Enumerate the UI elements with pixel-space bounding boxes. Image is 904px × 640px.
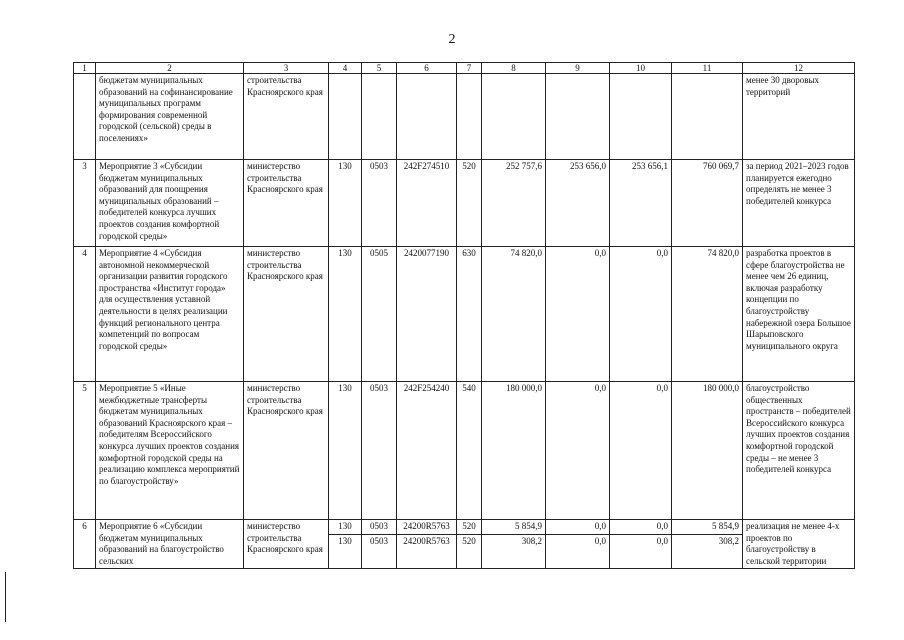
- cell-amount-year1: 180 000,0: [482, 382, 546, 520]
- cell-amount-total: 74 820,0: [672, 247, 743, 382]
- table-row: [74, 520, 855, 535]
- cell-amount-year3: 0,0: [610, 534, 672, 569]
- cell-section: 0505: [362, 247, 397, 382]
- cell-amount-year1: 74 820,0: [482, 247, 546, 382]
- cell-amount-year2: 253 656,0: [546, 160, 610, 247]
- responsible-ministry: министерство строительства Красноярского края: [244, 247, 329, 382]
- table-header-row: [74, 63, 855, 74]
- cell-amount-year3: 253 656,1: [610, 160, 672, 247]
- cell-target-article: [397, 74, 457, 160]
- responsible-ministry: министерство строительства Красноярского края: [244, 160, 329, 247]
- cell-amount-year2: [546, 74, 610, 160]
- column-number: 5: [362, 63, 397, 74]
- expected-result: благоустройство общественных пространств – победителей Всероссийского конкурса лучших проектов создания комфортной городской среды – не менее 3 победителей конкурса: [743, 382, 855, 520]
- expected-result: разработка проектов в сфере благоустройства не менее чем 26 единиц, включая разработку концепции по благоустройству набережной озера Большое Шарыповского муниципального округа: [743, 247, 855, 382]
- cell-amount-year1: 252 757,6: [482, 160, 546, 247]
- table-row: [74, 382, 855, 520]
- cell-expense-type: 540: [457, 382, 482, 520]
- cell-expense-type: [457, 74, 482, 160]
- measure-name: Мероприятие 4 «Субсидия автономной некоммерческой организации развития городского пространства «Институт города» для осуществления уставной деятельности в целях реализации функций регионального центра компетенций по вопросам городской среды»: [96, 247, 244, 382]
- table-row: [74, 160, 855, 247]
- cell-grbs: 130: [329, 247, 362, 382]
- column-number: 12: [743, 63, 855, 74]
- cell-grbs: 130: [329, 520, 362, 535]
- cell-grbs: 130: [329, 382, 362, 520]
- responsible-ministry: строительства Красноярского края: [244, 74, 329, 160]
- cell-amount-total: [672, 74, 743, 160]
- row-number: 4: [74, 247, 96, 382]
- measure-name: Мероприятие 6 «Субсидии бюджетам муниципальных образований на благоустройство сельских: [96, 520, 244, 569]
- cell-amount-year1: 308,2: [482, 534, 546, 569]
- cell-amount-year2: 0,0: [546, 247, 610, 382]
- cell-expense-type: 630: [457, 247, 482, 382]
- row-number: 3: [74, 160, 96, 247]
- cell-amount-year2: 0,0: [546, 382, 610, 520]
- cell-amount-year3: 0,0: [610, 382, 672, 520]
- column-number: 3: [244, 63, 329, 74]
- cell-expense-type: 520: [457, 520, 482, 535]
- margin-scan-line: [5, 572, 6, 622]
- cell-amount-year3: 0,0: [610, 520, 672, 535]
- cell-amount-total: 760 069,7: [672, 160, 743, 247]
- cell-amount-year3: [610, 74, 672, 160]
- cell-target-article: 24200R5763: [397, 534, 457, 569]
- measure-name: Мероприятие 3 «Субсидии бюджетам муниципальных образований для поощрения муниципальных образований – победителей конкурса лучших проектов создания комфортной городской среды»: [96, 160, 244, 247]
- cell-section: [362, 74, 397, 160]
- column-number: 2: [96, 63, 244, 74]
- expected-result: менее 30 дворовых территорий: [743, 74, 855, 160]
- page-number: 2: [448, 32, 456, 47]
- table-row: [74, 247, 855, 382]
- column-number: 11: [672, 63, 743, 74]
- row-number: 6: [74, 520, 96, 569]
- cell-target-article: 2420077190: [397, 247, 457, 382]
- cell-amount-total: 308,2: [672, 534, 743, 569]
- cell-section: 0503: [362, 520, 397, 535]
- cell-amount-year1: [482, 74, 546, 160]
- column-number: 8: [482, 63, 546, 74]
- cell-amount-year3: 0,0: [610, 247, 672, 382]
- cell-expense-type: 520: [457, 534, 482, 569]
- measure-name: Мероприятие 5 «Иные межбюджетные трансферты бюджетам муниципальных образований Красноярского края – победителям Всероссийского конкурса лучших проектов создания комфортной городской среды на реализацию комплекса мероприятий по благоустройству»: [96, 382, 244, 520]
- column-number: 9: [546, 63, 610, 74]
- cell-target-article: 242F254240: [397, 382, 457, 520]
- expected-result: за период 2021–2023 годов планируется ежегодно определять не менее 3 победителей конкурса: [743, 160, 855, 247]
- cell-amount-year2: 0,0: [546, 534, 610, 569]
- responsible-ministry: министерство строительства Красноярского края: [244, 520, 329, 569]
- cell-grbs: 130: [329, 534, 362, 569]
- cell-grbs: 130: [329, 160, 362, 247]
- row-number: [74, 74, 96, 160]
- cell-expense-type: 520: [457, 160, 482, 247]
- measures-table: [73, 62, 855, 569]
- row-number: 5: [74, 382, 96, 520]
- column-number: 4: [329, 63, 362, 74]
- column-number: 6: [397, 63, 457, 74]
- cell-section: 0503: [362, 534, 397, 569]
- cell-amount-year2: 0,0: [546, 520, 610, 535]
- cell-target-article: 24200R5763: [397, 520, 457, 535]
- responsible-ministry: министерство строительства Красноярского края: [244, 382, 329, 520]
- cell-amount-total: 5 854,9: [672, 520, 743, 535]
- column-number: 7: [457, 63, 482, 74]
- cell-grbs: [329, 74, 362, 160]
- column-number: 1: [74, 63, 96, 74]
- cell-amount-total: 180 000,0: [672, 382, 743, 520]
- cell-amount-year1: 5 854,9: [482, 520, 546, 535]
- cell-section: 0503: [362, 382, 397, 520]
- cell-section: 0503: [362, 160, 397, 247]
- cell-target-article: 242F274510: [397, 160, 457, 247]
- expected-result: реализация не менее 4-х проектов по благоустройству в сельской территории: [743, 520, 855, 569]
- table-row: [74, 74, 855, 160]
- column-number: 10: [610, 63, 672, 74]
- measure-name: бюджетам муниципальных образований на софинансирование муниципальных программ формирования современной городской (сельской) среды в поселениях»: [96, 74, 244, 160]
